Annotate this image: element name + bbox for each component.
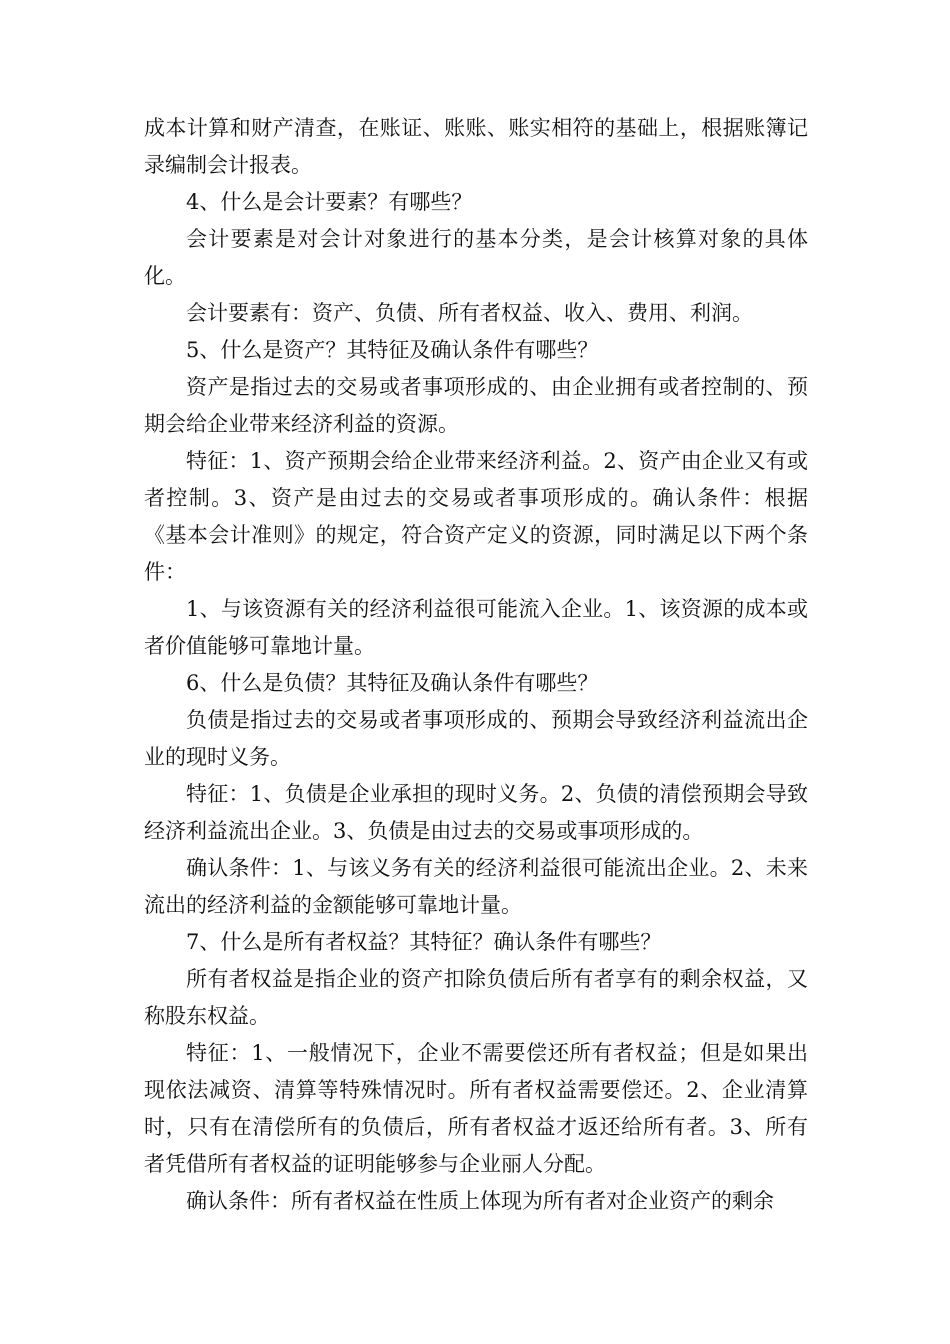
paragraph-continuation: 成本计算和财产清查，在账证、账账、账实相符的基础上，根据账簿记录编制会计报表。 bbox=[144, 116, 808, 177]
question-heading-7: 7、什么是所有者权益？其特征？确认条件有哪些？ bbox=[186, 930, 662, 954]
question-heading-5: 5、什么是资产？其特征及确认条件有哪些？ bbox=[186, 338, 599, 362]
paragraph: 资产是指过去的交易或者事项形成的、由企业拥有或者控制的、预期会给企业带来经济利益的资源。 bbox=[144, 375, 808, 436]
question-heading-4: 4、什么是会计要素？有哪些？ bbox=[186, 190, 473, 214]
paragraph: 确认条件：所有者权益在性质上体现为所有者对企业资产的剩余 bbox=[186, 1189, 774, 1213]
paragraph: 负债是指过去的交易或者事项形成的、预期会导致经济利益流出企业的现时义务。 bbox=[144, 708, 808, 769]
paragraph: 1、与该资源有关的经济利益很可能流入企业。1、该资源的成本或者价值能够可靠地计量。 bbox=[144, 597, 808, 658]
paragraph: 特征：1、资产预期会给企业带来经济利益。2、资产由企业又有或者控制。3、资产是由过去的交易或者事项形成的。确认条件：根据《基本会计准则》的规定，符合资产定义的资源，同时满足以下两个条件： bbox=[144, 449, 808, 584]
document-body bbox=[144, 110, 808, 1220]
question-heading-6: 6、什么是负债？其特征及确认条件有哪些？ bbox=[186, 671, 599, 695]
paragraph: 所有者权益是指企业的资产扣除负债后所有者享有的剩余权益，又称股东权益。 bbox=[144, 967, 808, 1028]
paragraph: 确认条件：1、与该义务有关的经济利益很可能流出企业。2、未来流出的经济利益的金额能够可靠地计量。 bbox=[144, 856, 808, 917]
paragraph: 特征：1、负债是企业承担的现时义务。2、负债的清偿预期会导致经济利益流出企业。3、负债是由过去的交易或事项形成的。 bbox=[144, 782, 808, 843]
paragraph: 特征：1、一般情况下，企业不需要偿还所有者权益；但是如果出现依法减资、清算等特殊情况时。所有者权益需要偿还。2、企业清算时，只有在清偿所有的负债后，所有者权益才返还给所有者。3、所有者凭借所有者权益的证明能够参与企业丽人分配。 bbox=[144, 1041, 808, 1176]
paragraph: 会计要素有：资产、负债、所有者权益、收入、费用、利润。 bbox=[186, 301, 753, 325]
paragraph: 会计要素是对会计对象进行的基本分类，是会计核算对象的具体化。 bbox=[144, 227, 808, 288]
